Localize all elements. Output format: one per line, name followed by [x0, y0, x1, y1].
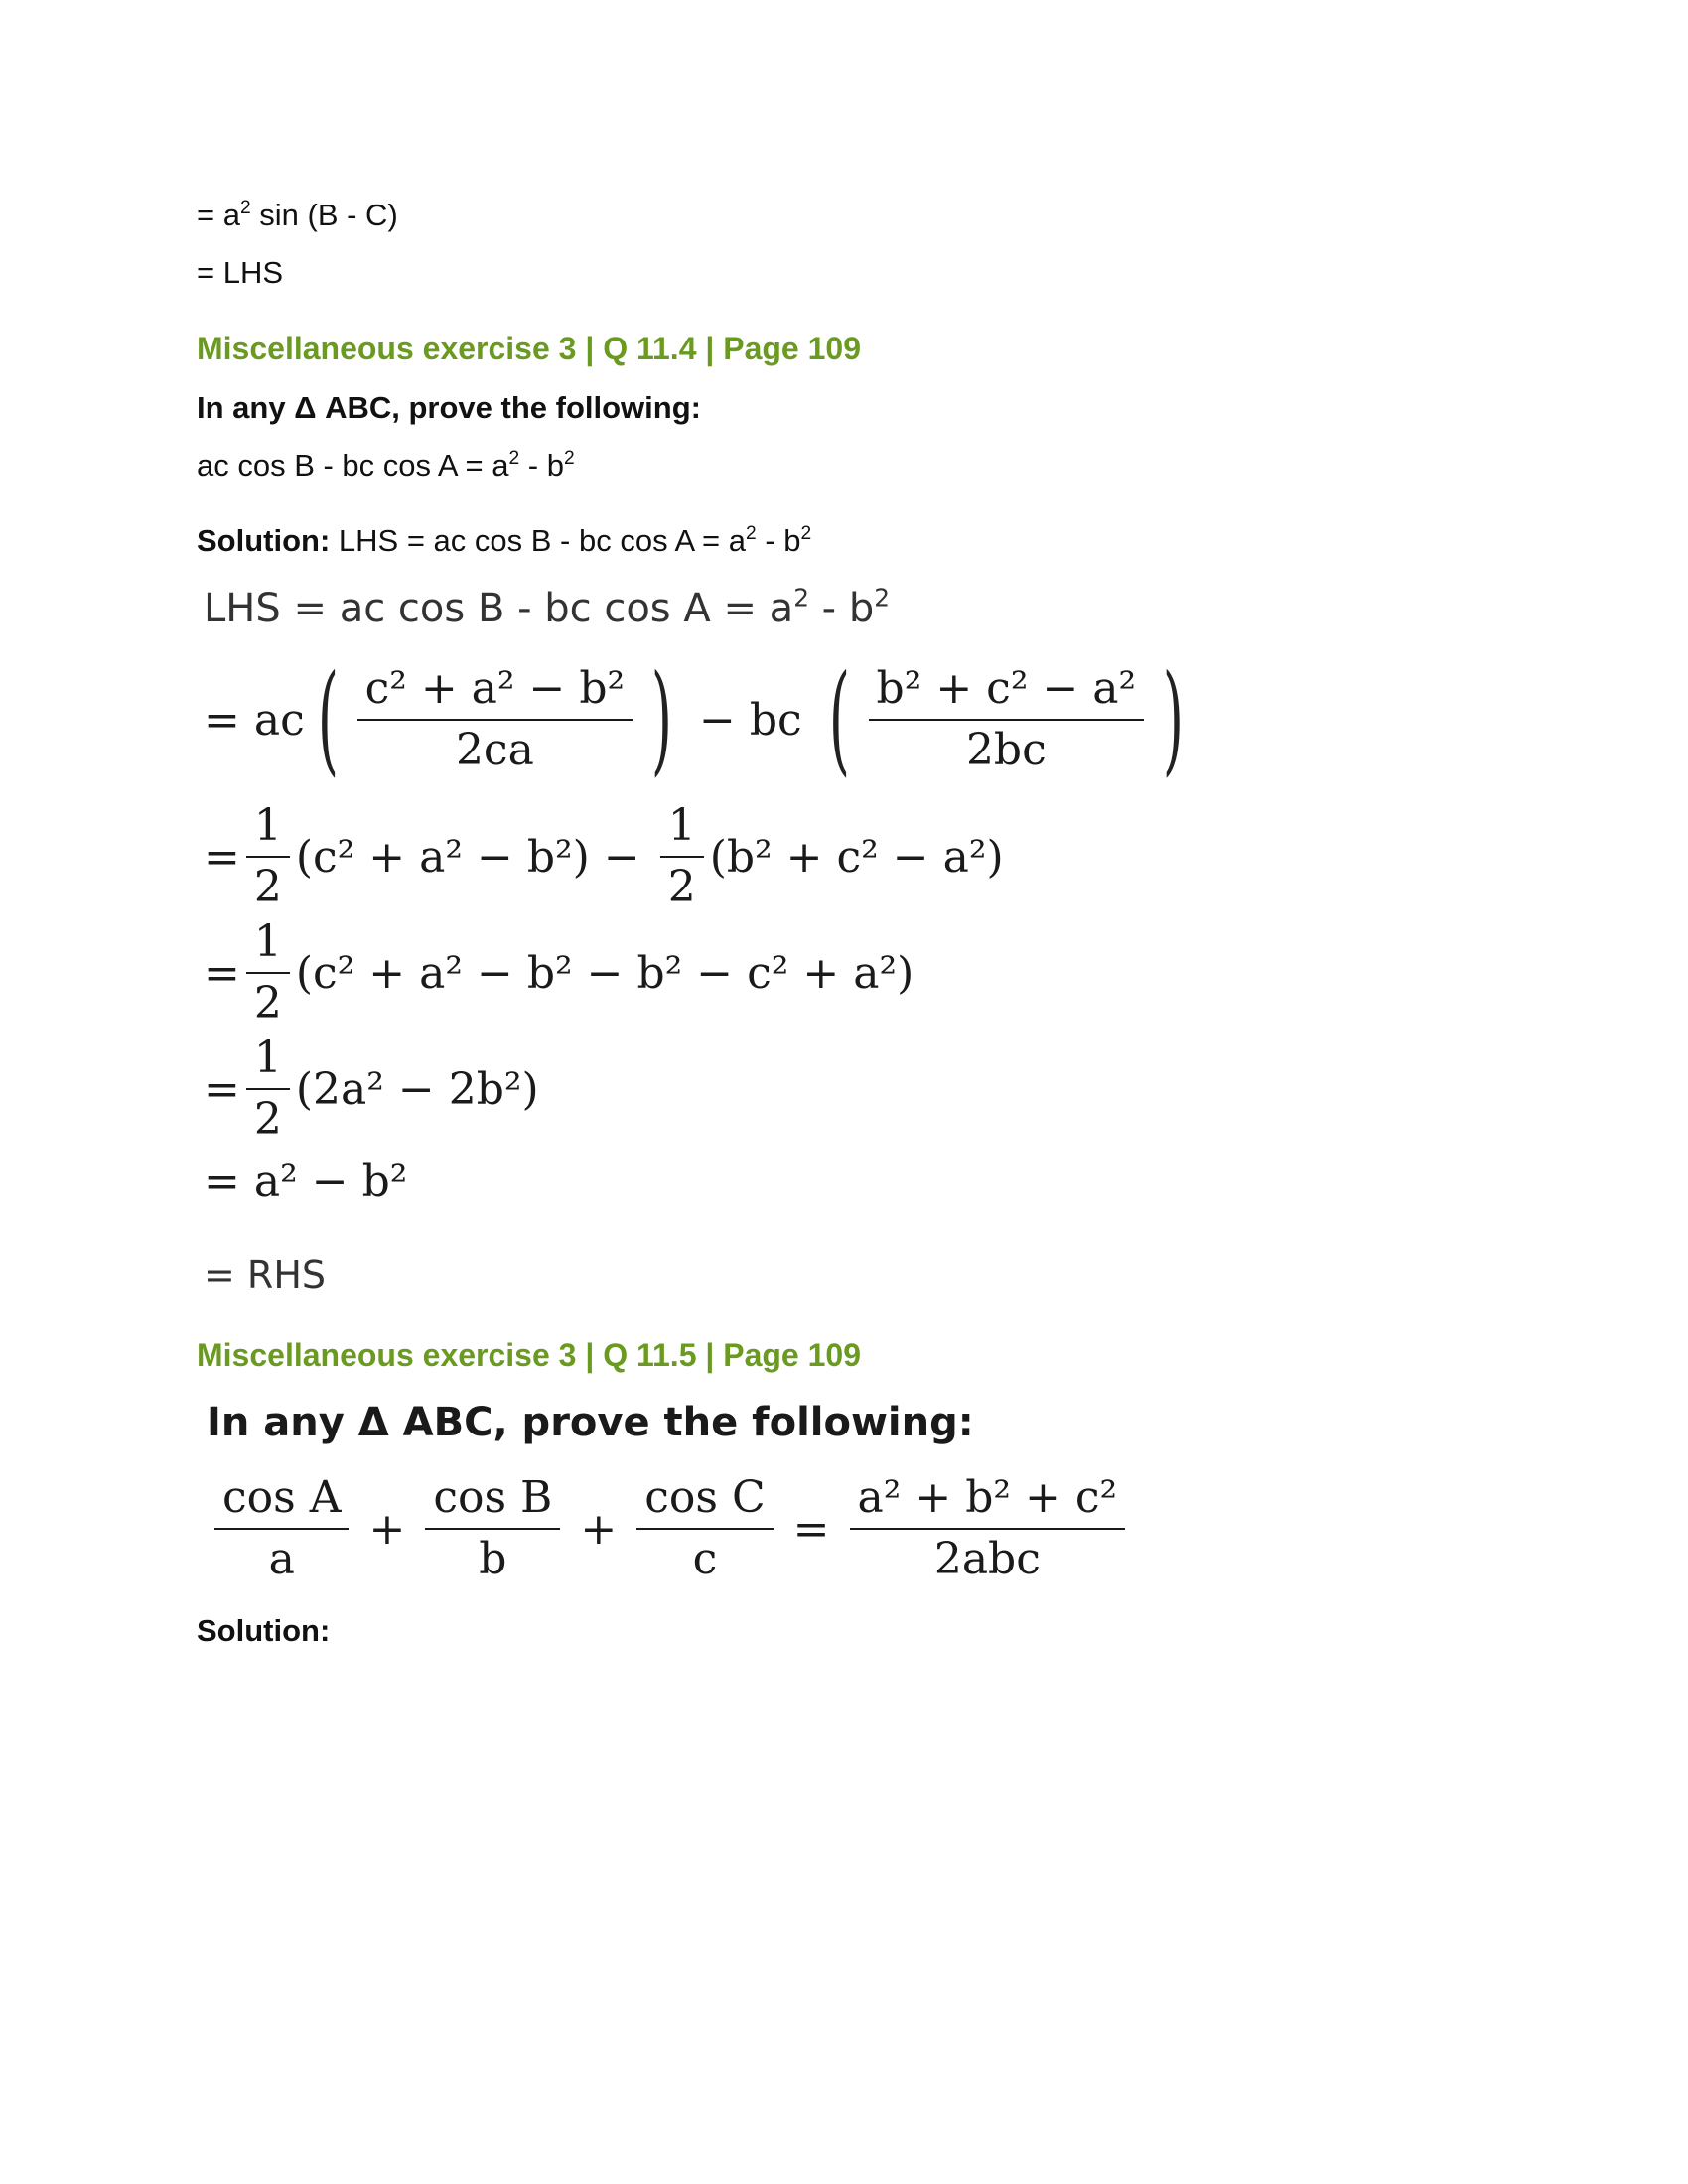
fraction: $\frac{\text{c² + a² − b²}}{2ca}$	[357, 665, 633, 775]
fraction-half: $\frac{1}{2}$	[246, 1034, 290, 1145]
prev-solution-line-2: = LHS	[197, 255, 284, 290]
fraction: $\frac{\text{cos C}}{c}$	[636, 1474, 773, 1584]
math-step-3: = $\frac{1}{2}$ (c² + a² − b² − b² − c² + a²)	[204, 916, 914, 1029]
question-heading[interactable]: Miscellaneous exercise 3 | Q 11.5 | Page 109	[197, 1337, 861, 1373]
math-lhs-line: LHS = ac cos B - bc $\cos A = a^2 - b^2$	[204, 583, 891, 631]
math-step-1: = ac ( $\frac{\text{c² + a² − b²}}{2ca}$ ) − bc ( $\frac{\text{b² + c² − a²}}{2bc}$ )	[204, 650, 1185, 788]
question-equation: $\frac{\text{cos A}}{a}$ + $\frac{\text{cos B}}{b}$ + $\frac{\text{cos C}}{c}$ = $\frac{\text{a² + b² + c²}}{\text{2abc}}$	[209, 1474, 1131, 1584]
fraction-half: $\frac{1}{2}$	[246, 918, 290, 1028]
solution-line: Solution: LHS = ac cos B - bc $\cos A = a^2 - b^2$	[197, 523, 812, 558]
fraction: $\frac{\text{b² + c² − a²}}{2bc}$	[869, 665, 1145, 775]
question-prompt: In any Δ ABC, prove the following:	[207, 1400, 974, 1445]
fraction-half: $\frac{1}{2}$	[660, 802, 704, 912]
prev-solution-line-1: = $a^2$ sin (B - C)	[197, 198, 398, 232]
question-statement: ac cos B - bc $\cos A = a^2 - b^2$	[197, 448, 575, 482]
question-prompt: In any Δ ABC, prove the following:	[197, 390, 701, 425]
fraction: $\frac{\text{a² + b² + c²}}{\text{2abc}}$	[850, 1474, 1126, 1584]
question-heading[interactable]: Miscellaneous exercise 3 | Q 11.4 | Page 109	[197, 331, 861, 366]
fraction: $\frac{\text{cos A}}{a}$	[214, 1474, 349, 1584]
fraction-half: $\frac{1}{2}$	[246, 802, 290, 912]
math-step-2: = $\frac{1}{2}$ (c² + a² − b²) − $\frac{1}{2}$ (b² + c² − a²)	[204, 800, 1004, 913]
fraction: $\frac{\text{cos B}}{b}$	[425, 1474, 560, 1584]
math-step-4: = $\frac{1}{2}$ (2a² − 2b²)	[204, 1032, 539, 1146]
math-step-5: = a² − b²	[204, 1157, 408, 1207]
solution-label: Solution:	[197, 1613, 331, 1648]
math-rhs: = RHS	[204, 1253, 327, 1297]
